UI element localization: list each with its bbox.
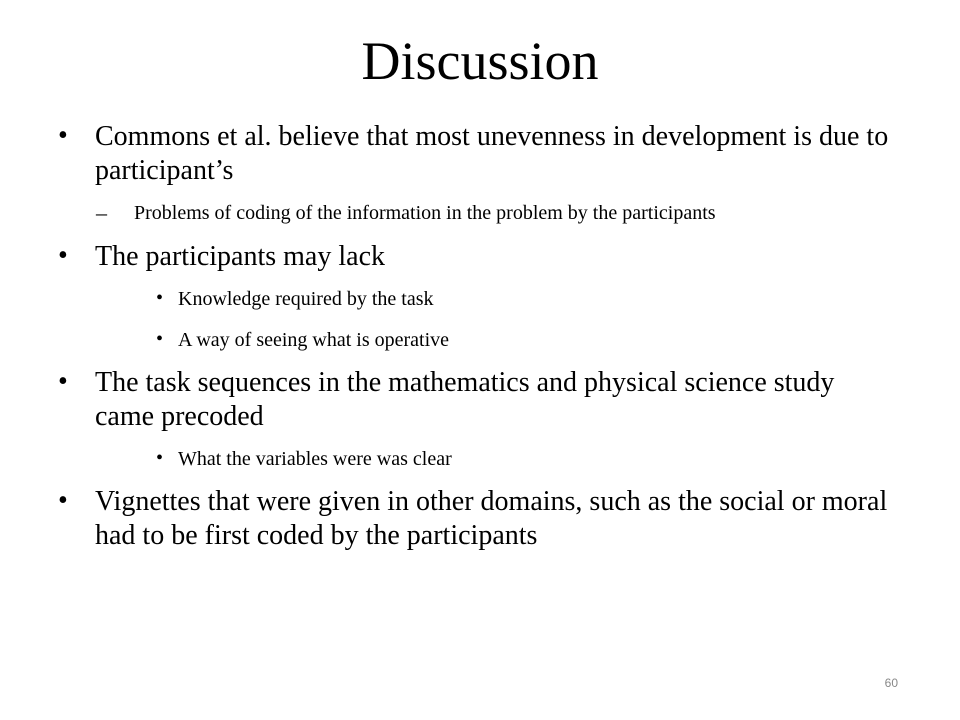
bullet-marker: •	[58, 366, 68, 397]
bullet-text: The task sequences in the mathematics and physical science study came precoded	[95, 367, 835, 432]
bullet-item	[48, 120, 898, 188]
sub-sub-bullet-text: A way of seeing what is operative	[178, 329, 450, 351]
bullet-marker: •	[58, 240, 68, 271]
sub-sub-bullet-item	[48, 284, 898, 314]
bullet-marker: •	[58, 485, 68, 516]
bullet-marker: •	[156, 328, 164, 350]
slide-body	[48, 120, 898, 563]
sub-sub-bullet-item	[48, 444, 898, 474]
bullet-item	[48, 485, 898, 553]
sub-sub-bullet-item	[48, 325, 898, 355]
dash-marker: –	[96, 200, 107, 225]
bullet-marker: •	[58, 120, 68, 151]
bullet-marker: •	[156, 287, 164, 309]
bullet-text: Commons et al. believe that most unevenness in development is due to participant’s	[95, 121, 889, 186]
sub-bullet-text: Problems of coding of the information in the problem by the participants	[134, 202, 716, 224]
bullet-text: Vignettes that were given in other domains, such as the social or moral had to be first coded by the participants	[95, 486, 888, 551]
bullet-item	[48, 240, 898, 274]
sub-sub-bullet-text: Knowledge required by the task	[178, 288, 434, 310]
sub-sub-bullet-text: What the variables were was clear	[178, 448, 452, 470]
bullet-item	[48, 366, 898, 434]
bullet-marker: •	[156, 447, 164, 469]
slide-title: Discussion	[361, 31, 599, 91]
slide-number: 60	[884, 676, 898, 690]
sub-bullet-item	[48, 198, 898, 228]
bullet-text: The participants may lack	[95, 241, 385, 272]
